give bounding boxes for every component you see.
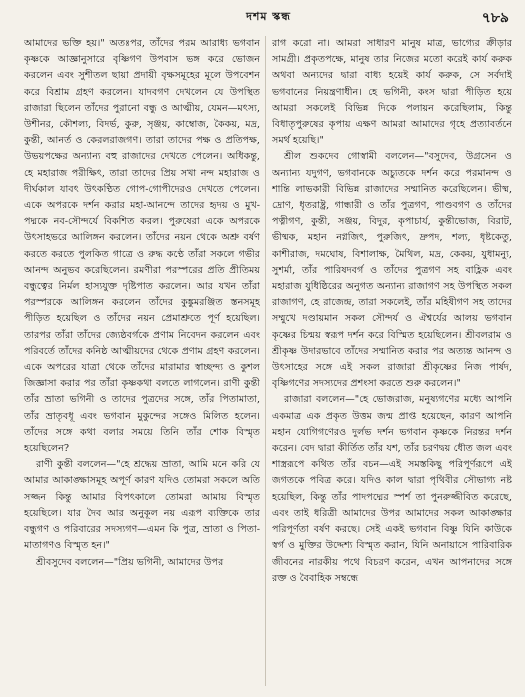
- page-header: [28, 6, 509, 28]
- paragraph: রাগ করো না। আমরা সাধারণ মানুষ মাত্র, ভাগ্যের ক্রীড়ার সামগ্রী। প্রকৃতপক্ষে, মানুষ তার নিজের মতো করেই কার্য করুক অথবা অন্যদের দ্বারা বাধ্য হয়েই কার্য করুক, সে সর্বদাই ভগবানের নিয়ন্ত্রণাধীন। হে ভগিনী, কংস দ্বারা পীড়িত হয়ে আমরা সকলেই বিভিন্ন দিকে পলায়ন করেছিলাম, কিন্তু বিধাতৃপুরুষের কৃপায় এক্ষণ আমরা আমাদের গৃহে প্রত্যাবর্তনে সমর্থ হয়েছি।": [272, 38, 512, 147]
- page-number: ৭৮৯: [481, 10, 509, 26]
- left-column: [24, 36, 260, 688]
- column-divider: [265, 36, 266, 686]
- paragraph: আমাদের ভক্তি হয়।" অতঃপর, তাঁদের পরম আরাধ্য ভগবান কৃষ্ণকে আজ্ঞানুসারে বৃষ্ণিগণ উপবাস ভঙ্গ করে ভোজন করলেন এবং সুশীতল ছায়া প্রদায়ী বৃক্ষসমূহের মূলে উপবেশন করে বিশ্রাম গ্রহণ করলেন। যাদবগণ দেখলেন যে উপস্থিত রাজারা ছিলেন তাঁদের পুরানো বন্ধু ও আত্মীয়, যেমন—মৎস্য, উশীনর, কৌশল্য, বিদর্ভ, কুরু, সৃঞ্জয়, কাম্বোজ, কৈকয়, মদ্র, কুন্তী, আনর্ত ও কেরলরাজগণ। তারা তাদের পক্ষ ও প্রতিপক্ষ, উভয়পক্ষের অন্যান্য বহু রাজাদের দেখতে পেলেন। অধিকন্তু, হে মহারাজ পরীক্ষিৎ, তারা তাদের প্রিয় সখা নন্দ মহারাজ ও দীর্ঘকাল যাবৎ উৎকণ্ঠিত গোপ-গোপীদেরও দেখতে পেলেন। একে অপরকে দর্শন করার মহা-আনন্দে তাদের হৃদয় ও মুখ-পদ্মকে নব-সৌন্দর্যে বিকশিত করল। পুরুষেরা একে অপরকে উৎসাহভরে আলিঙ্গন করলেন। তাঁদের নয়ন থেকে অশ্রু বর্ষণ করতে করতে পুলকিত গাত্রে ও রুদ্ধ কণ্ঠে তাঁরা সকলে গভীর আনন্দ অনুভব করেছিলেন। রমণীরা পরস্পরের প্রতি প্রীতিময় বন্ধুত্বের নির্মল হাস্যযুক্ত দৃষ্টিপাত করলেন। আর যখন তাঁরা পরস্পরকে আলিঙ্গন করলেন তাঁদের কুঙ্কুমরঞ্জিত স্তনসমূহ পীড়িত হয়েছিল ও তাঁদের নয়ন প্রেমাশ্রুতে পূর্ণ হয়েছিল। তারপর তাঁরা তাঁদের জ্যেষ্ঠবর্গকে প্রণাম নিবেদন করলেন এবং পরিবর্তে তাঁদের কনিষ্ঠ আত্মীয়দের থেকে প্রণাম গ্রহণ করলেন। একে অপরের যাত্রা থেকে তাঁদের মারামার স্বাচ্ছন্দ্য ও কুশল জিজ্ঞাসা করার পর তাঁরা কৃষ্ণকথা বলতে লাগলেন। রাণী কুন্তী তাঁর ভ্রাতা ভগিনী ও তাদের পুত্রদের সঙ্গে, তাঁর পিতামাতা, তাঁর ভ্রাতৃবধূ এবং ভগবান মুকুন্দের সঙ্গেও মিলিত হলেন। তাঁদের সঙ্গে কথা বলার সময়ে তিনি তাঁর শোক বিস্মৃত হয়েছিলেন?: [24, 38, 260, 455]
- paragraph: শ্রীল শুকদেব গোস্বামী বললেন—"বসুদেব, উগ্রসেন ও অন্যান্য যদুগণ, ভগবানকে অচ্যুতকে দর্শন করে পরমানন্দ ও শান্তি লাভকারী বিভিন্ন রাজাদের সম্মানিত করেছিলেন। ভীষ্ম, দ্রোণ, ধৃতরাষ্ট্র, গান্ধারী ও তাঁর পুত্রগণ, পাণ্ডবগণ ও তাঁদের পত্নীগণ, কুন্তী, সঞ্জয়, বিদুর, কৃপাচার্য, কুন্তীভোজ, বিরাট, ভীষ্মক, মহান নগ্নজিৎ, পুরুজিৎ, দ্রুপদ, শল্য, ধৃষ্টকেতু, কাশীরাজ, দমঘোষ, বিশালাক্ষ, মৈথিল, মদ্র, কেকয়, যুধামন্যু, সুশর্মা, তাঁর পারিষদবর্গ ও তাঁদের পুত্রগণ সহ বাহ্লিক এবং মহারাজ যুধিষ্ঠিরের অনুগত অন্যান্য রাজাগণ সহ উপস্থিত সকল রাজাগণ, হে রাজেন্দ্র, তারা সকলেই, তাঁর মহিষীগণ সহ তাদের সম্মুখে দণ্ডায়মান সকল সৌন্দর্য ও ঐশ্বর্যের আলয় ভগবান কৃষ্ণের চিন্ময় স্বরূপ দর্শন করে বিস্মিত হয়েছিলেন। শ্রীবলরাম ও শ্রীকৃষ্ণ উদারভাবে তাঁদের সম্মানিত করার পর অত্যন্ত আনন্দ ও উৎসাহের সঙ্গে এই সকল রাজারা শ্রীকৃষ্ণের নিজ পার্ষদ, বৃষ্ণিগণের সদস্যদের প্রশংসা করতে শুরু করলেন।": [272, 151, 512, 390]
- right-column: [272, 36, 512, 688]
- paragraph: শ্রীবসুদেব বললেন—"প্রিয় ভগিনী, আমাদের উপর: [36, 556, 224, 568]
- chapter-title: দশম স্কন্ধ: [246, 10, 291, 23]
- paragraph: রাণী কুন্তী বললেন—"হে শ্রদ্ধেয় ভ্রাতা, আমি মনে করি যে আমার আকাঙ্ক্ষাসমূহ অপূর্ণ কারণ যদিও তোমরা সকলে অতি সজ্জন কিন্তু আমার বিপৎকালে তোমরা আমায় বিস্মৃত হয়েছিলে। যার দৈব আর অনুকূল নয় এরূপ ব্যক্তিকে তার বন্ধুগণ ও পরিবারের সদস্যগণ—এমন কি পুত্র, ভ্রাতা ও পিতা-মাতাগণও বিস্মৃত হন।": [24, 459, 260, 552]
- paragraph: রাজারা বললেন—"হে ভোজরাজ, মনুষ্যগণের মধ্যে আপনি একমাত্র এক প্রকৃত উত্তম জন্ম প্রাপ্ত হয়েছেন, কারণ আপনি মহান যোগিগণেরও দুর্লভ দর্শন ভগবান কৃষ্ণকে নিরন্তর দর্শন করেন। বেদ দ্বারা কীর্তিত তাঁর যশ, তাঁর চরণদ্বয় ধৌত জল এবং শাস্ত্ররূপে কথিত তাঁর বচন—এই সমস্তকিছু পরিপূর্ণরূপে এই জগতকে পবিত্র করে। যদিও কাল দ্বারা পৃথিবীর সৌভাগ্য নষ্ট হয়েছিল, কিন্তু তাঁর পাদপদ্মের স্পর্শ তা পুনরুজ্জীবিত করেছে, এবং তাই ধরিত্রী আমাদের উপর আমাদের সকল আকাঙ্ক্ষার পরিপূর্ণতা বর্ষণ করছে। সেই একই ভগবান বিষ্ণু যিনি কাউকে স্বর্গ ও মুক্তির উদ্দেশ্য বিস্মৃত করান, যিনি অনায়াসে পারিবারিক জীবনের নারকীয় পথে বিচরণ করেন, এখন আপনাদের সঙ্গে রক্ত ও বৈবাহিক সম্বন্ধে: [272, 394, 512, 584]
